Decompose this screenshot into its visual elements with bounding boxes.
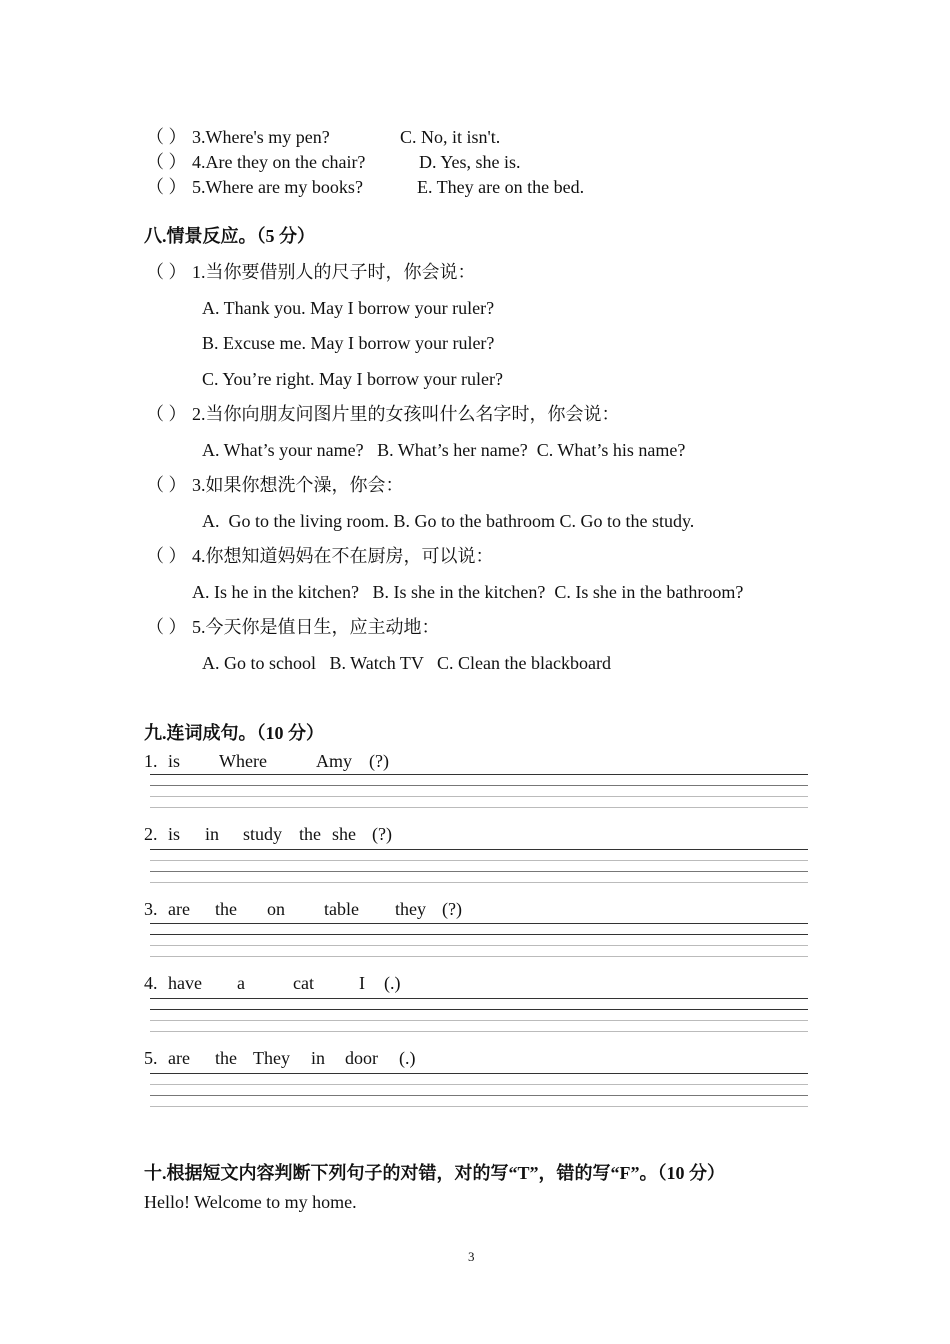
writing-line[interactable]	[150, 774, 808, 775]
answer-blank[interactable]: （ ）	[146, 177, 187, 197]
passage-text: Hello! Welcome to my home.	[144, 1192, 357, 1212]
writing-line[interactable]	[150, 807, 808, 808]
writing-line[interactable]	[150, 1095, 808, 1096]
section-title: 九.连词成句。（10 分）	[144, 723, 324, 743]
word: on	[267, 899, 285, 919]
question-text: 5.Where are my books?	[192, 177, 363, 197]
options-line: A. Is he in the kitchen? B. Is she in the kitchen? C. Is she in the bathroom?	[192, 582, 744, 602]
item-number: 1.	[144, 751, 158, 771]
word: in	[205, 824, 220, 844]
question-stem: 3.如果你想洗个澡，你会：	[192, 475, 404, 495]
options-line: A. Go to school B. Watch TV C. Clean the blackboard	[202, 653, 611, 673]
word: They	[253, 1048, 290, 1068]
answer-blank[interactable]: （ ）	[146, 617, 187, 637]
question-stem: 1.当你要借别人的尺子时，你会说：	[192, 262, 476, 282]
answer-text: C. No, it isn't.	[400, 127, 501, 147]
word: they	[395, 899, 426, 919]
section-title: 八.情景反应。（5 分）	[144, 226, 315, 246]
word: I	[359, 973, 365, 993]
answer-blank[interactable]: （ ）	[146, 546, 187, 566]
word: the	[215, 899, 237, 919]
writing-line[interactable]	[150, 1106, 808, 1107]
word: (?)	[369, 751, 389, 771]
option: C. You’re right. May I borrow your ruler?	[202, 369, 503, 389]
writing-line[interactable]	[150, 934, 808, 935]
writing-line[interactable]	[150, 796, 808, 797]
option: A. Thank you. May I borrow your ruler?	[202, 298, 495, 318]
writing-line[interactable]	[150, 882, 808, 883]
question-text: 4.Are they on the chair?	[192, 152, 366, 172]
options-line: A. What’s your name? B. What’s her name? C. What’s his name?	[202, 440, 686, 460]
item-number: 4.	[144, 973, 158, 993]
writing-line[interactable]	[150, 923, 808, 924]
option: B. Excuse me. May I borrow your ruler?	[202, 333, 495, 353]
question-stem: 4.你想知道妈妈在不在厨房，可以说：	[192, 546, 494, 566]
word: have	[168, 973, 202, 993]
answer-text: D. Yes, she is.	[419, 152, 521, 172]
question-stem: 5.今天你是值日生，应主动地：	[192, 617, 440, 637]
question-stem: 2.当你向朋友问图片里的女孩叫什么名字时，你会说：	[192, 404, 620, 424]
writing-line[interactable]	[150, 785, 808, 786]
word: is	[168, 824, 181, 844]
word: study	[243, 824, 283, 844]
word: (.)	[399, 1048, 416, 1068]
word: Where	[219, 751, 267, 771]
word: (?)	[442, 899, 462, 919]
word: a	[237, 973, 245, 993]
word: in	[311, 1048, 326, 1068]
answer-text: E. They are on the bed.	[417, 177, 585, 197]
word: are	[168, 1048, 190, 1068]
item-number: 2.	[144, 824, 158, 844]
writing-line[interactable]	[150, 860, 808, 861]
answer-blank[interactable]: （ ）	[146, 404, 187, 424]
section-title: 十.根据短文内容判断下列句子的对错，对的写“T”，错的写“F”。（10 分）	[144, 1163, 725, 1183]
writing-line[interactable]	[150, 998, 808, 999]
word: door	[345, 1048, 378, 1068]
writing-line[interactable]	[150, 1073, 808, 1074]
word: the	[215, 1048, 237, 1068]
writing-line[interactable]	[150, 1020, 808, 1021]
answer-blank[interactable]: （ ）	[146, 127, 187, 147]
answer-blank[interactable]: （ ）	[146, 475, 187, 495]
word: cat	[293, 973, 314, 993]
word: are	[168, 899, 190, 919]
writing-line[interactable]	[150, 849, 808, 850]
word: Amy	[316, 751, 352, 771]
options-line: A. Go to the living room. B. Go to the bathroom C. Go to the study.	[202, 511, 695, 531]
word: is	[168, 751, 181, 771]
answer-blank[interactable]: （ ）	[146, 262, 187, 282]
word: she	[332, 824, 356, 844]
word: table	[324, 899, 359, 919]
writing-line[interactable]	[150, 1009, 808, 1010]
word: (?)	[372, 824, 392, 844]
word: the	[299, 824, 321, 844]
page-number: 3	[468, 1249, 475, 1264]
writing-line[interactable]	[150, 1084, 808, 1085]
writing-line[interactable]	[150, 1031, 808, 1032]
answer-blank[interactable]: （ ）	[146, 152, 187, 172]
writing-line[interactable]	[150, 956, 808, 957]
question-text: 3.Where's my pen?	[192, 127, 330, 147]
item-number: 5.	[144, 1048, 158, 1068]
writing-line[interactable]	[150, 945, 808, 946]
item-number: 3.	[144, 899, 158, 919]
writing-line[interactable]	[150, 871, 808, 872]
word: (.)	[384, 973, 401, 993]
